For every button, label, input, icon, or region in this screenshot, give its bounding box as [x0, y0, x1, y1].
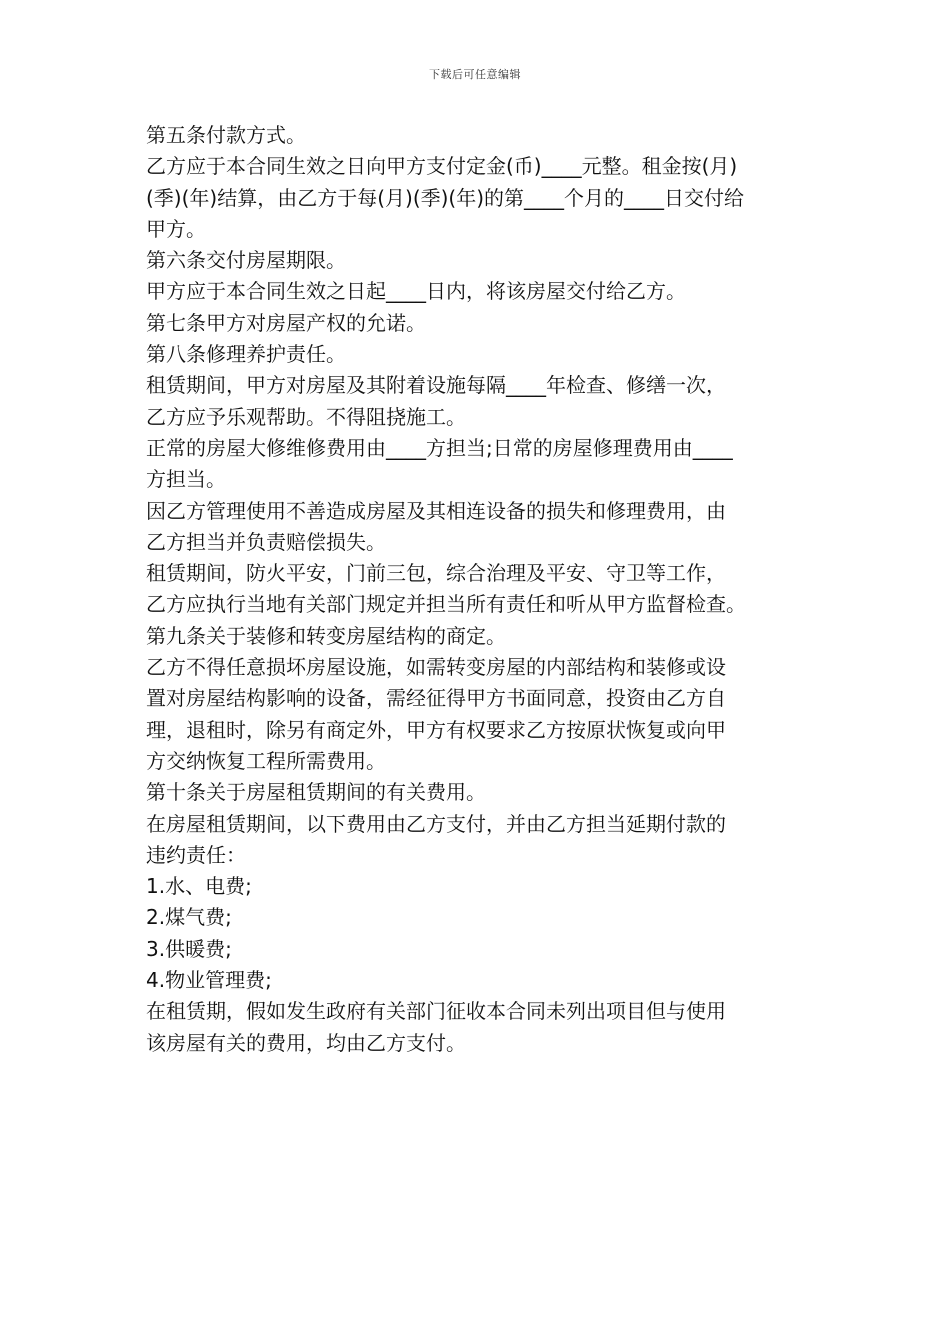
article-8-text-line: 租赁期间，防火平安，门前三包，综合治理及平安、守卫等工作，	[146, 561, 726, 586]
article-8-text-line: 正常的房屋大修维修费用由____方担当;日常的房屋修理费用由____	[146, 435, 733, 460]
article-9-text-line: 理，退租时，除另有商定外，甲方有权要求乙方按原状恢复或向甲	[146, 717, 726, 742]
article-9-text-line: 方交纳恢复工程所需费用。	[146, 748, 386, 773]
article-6-heading: 第六条交付房屋期限。	[146, 248, 346, 273]
article-5-text-line: (季)(年)结算，由乙方于每(月)(季)(年)的第____个月的____日交付给	[146, 185, 745, 210]
article-9-text-line: 置对房屋结构影响的设备，需经征得甲方书面同意，投资由乙方自	[146, 686, 726, 711]
article-10-text-line: 在租赁期，假如发生政府有关部门征收本合同未列出项目但与使用	[146, 999, 726, 1024]
article-6-text-line: 甲方应于本合同生效之日起____日内，将该房屋交付给乙方。	[146, 279, 686, 304]
article-8-text-line: 乙方应执行当地有关部门规定并担当所有责任和听从甲方监督检查。	[146, 592, 746, 617]
article-10-text-line: 该房屋有关的费用，均由乙方支付。	[146, 1030, 466, 1055]
article-7-heading: 第七条甲方对房屋产权的允诺。	[146, 310, 426, 335]
article-10-text-line: 在房屋租赁期间，以下费用由乙方支付，并由乙方担当延期付款的	[146, 811, 726, 836]
article-8-text-line: 租赁期间，甲方对房屋及其附着设施每隔____年检查、修缮一次，	[146, 373, 726, 398]
article-8-text-line: 方担当。	[146, 467, 226, 492]
document-body	[146, 120, 808, 1059]
article-10-text-line: 违约责任：	[146, 842, 246, 867]
article-10-heading: 第十条关于房屋租赁期间的有关费用。	[146, 780, 486, 805]
article-8-text-line: 乙方担当并负责赔偿损失。	[146, 529, 386, 554]
list-item: 2.煤气费;	[146, 905, 232, 930]
article-5-heading: 第五条付款方式。	[146, 123, 306, 147]
article-8-text-line: 因乙方管理使用不善造成房屋及其相连设备的损失和修理费用，由	[146, 498, 726, 523]
list-item: 3.供暖费;	[146, 936, 232, 961]
article-8-text-line: 乙方应予乐观帮助。不得阻挠施工。	[146, 404, 466, 429]
article-5-text-line: 乙方应于本合同生效之日向甲方支付定金(币)____元整。租金按(月)	[146, 154, 738, 179]
page-header: 下载后可任意编辑	[429, 68, 521, 81]
article-5-text-line: 甲方。	[146, 216, 206, 241]
article-9-text-line: 乙方不得任意损坏房屋设施，如需转变房屋的内部结构和装修或设	[146, 655, 726, 680]
list-item: 1.水、电费;	[146, 874, 252, 899]
article-8-heading: 第八条修理养护责任。	[146, 342, 346, 367]
list-item: 4.物业管理费;	[146, 968, 272, 993]
article-9-heading: 第九条关于装修和转变房屋结构的商定。	[146, 623, 506, 648]
